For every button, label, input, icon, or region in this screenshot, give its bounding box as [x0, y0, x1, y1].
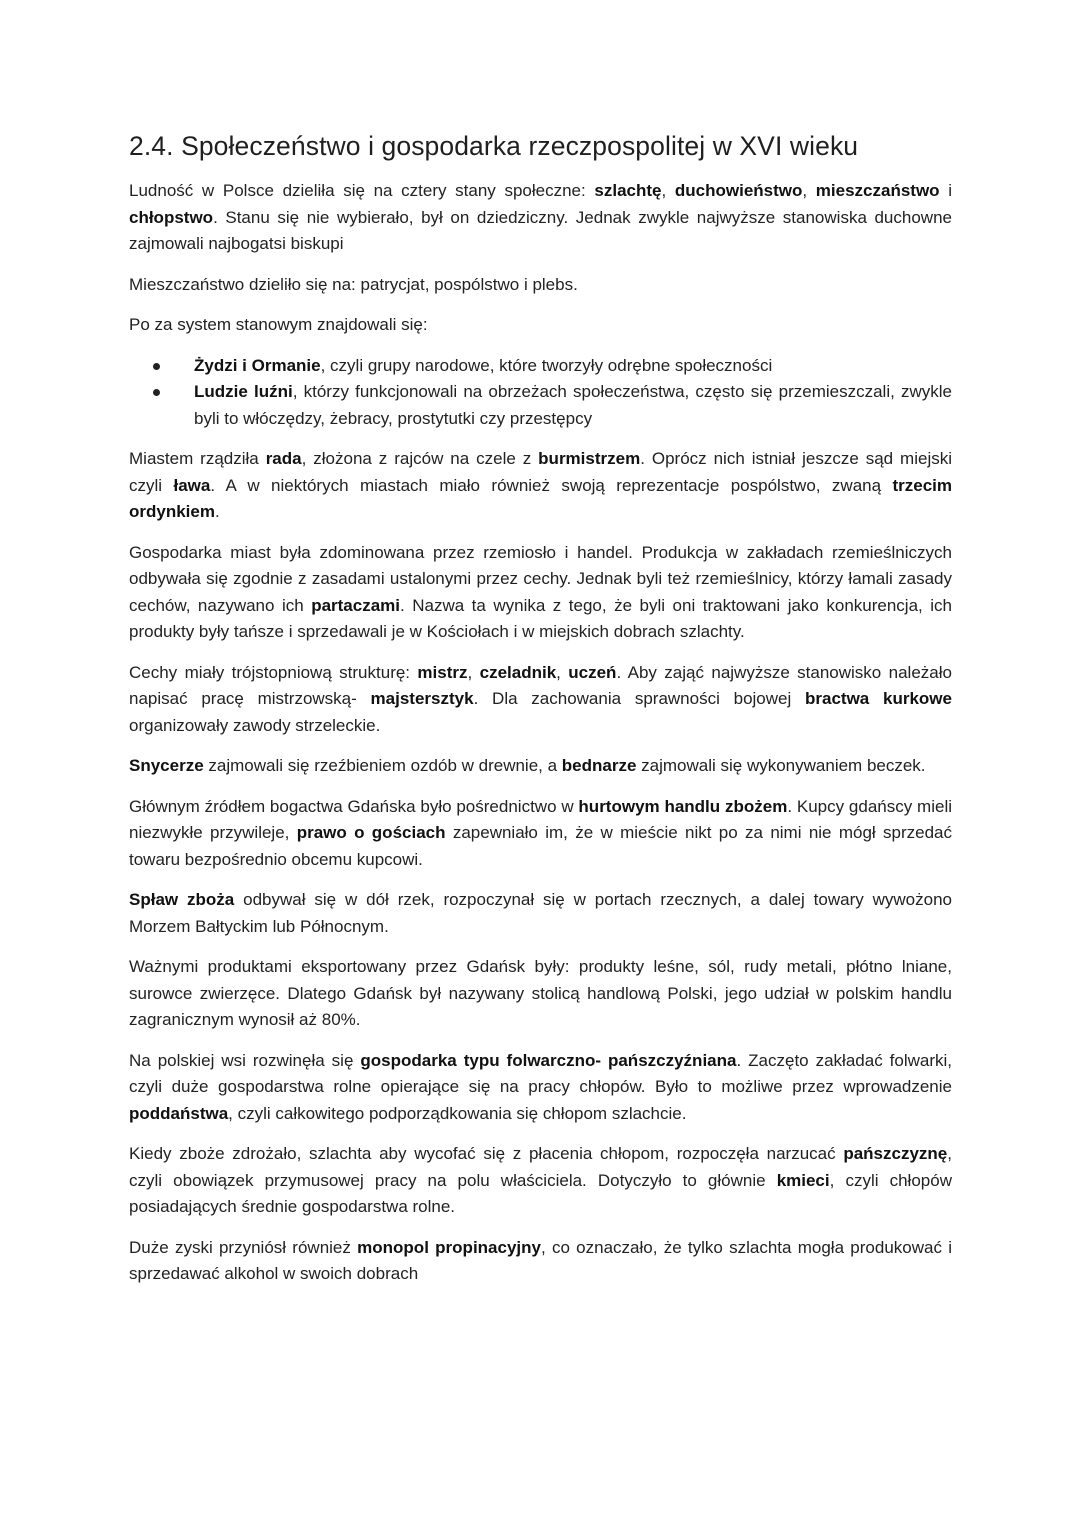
text: . Nazwa ta wynika z tego, że byli oni traktowani jako konkurencja, ich produkty były tańsze i sprzedawali je w Kościołach i w miejskich dobrach szlachty. [129, 595, 952, 641]
text: . Dla zachowania sprawności bojowej [473, 689, 806, 708]
bold-term: majstersztyk [370, 689, 474, 708]
text: odbywał się w dół rzek, rozpoczynał się w portach rzecznych, a dalej towary wywożono Morzem Bałtyckim lub Północnym. [129, 890, 952, 936]
bold-term: trzecim ordynkiem [129, 475, 953, 521]
section-title: 2.4. Społeczeństwo i gospodarka rzeczpospolitej w XVI wieku [129, 131, 859, 161]
text: , którzy funkcjonowali na obrzeżach społeczeństwa, często się przemieszczali, zwykle byli to włóczędzy, żebracy, prostytutki czy przestępcy [194, 382, 952, 428]
text: . A w niektórych miastach miało również swoją reprezentacje pospólstwo, zwaną [210, 475, 893, 495]
text: Głównym źródłem bogactwa Gdańska było pośrednictwo w [129, 796, 579, 816]
text: zajmowali się wykonywaniem beczek. [636, 756, 926, 775]
text: zajmowali się rzeźbieniem ozdób w drewnie, a [203, 756, 562, 775]
paragraph-city-economy [129, 540, 952, 646]
bold-term: czeladnik [479, 662, 557, 682]
paragraph-grain-floating [129, 887, 952, 940]
bold-term: bractwa kurkowe [805, 689, 952, 708]
paragraph-exports: Ważnymi produktami eksportowany przez Gdańsk były: produkty leśne, sól, rudy metali, płótno lniane, surowce zwierzęce. Dlatego Gdańsk był nazywany stolicą handlową Polski, jego udział w polskim handlu zagranicznym wynosił aż 80%. [129, 957, 952, 1029]
bold-term: burmistrzem [538, 449, 641, 468]
text: , czyli obowiązek przymusowej pracy na polu właściciela. Dotyczyło to głównie [129, 1144, 952, 1190]
text: Miastem rządziła [129, 449, 266, 468]
text: . [214, 502, 220, 521]
text: , [467, 662, 480, 682]
text: Ludność w Polsce dzieliła się na cztery stany społeczne: [129, 181, 595, 200]
document-page [129, 128, 952, 1302]
text: . Aby zająć najwyższe stanowisko należało napisać pracę mistrzowską- [129, 662, 952, 708]
bold-term: Żydzi i Ormanie [194, 355, 321, 375]
text: Duże zyski przyniósł również [129, 1237, 358, 1257]
paragraph-city-rule [129, 446, 952, 526]
bold-term: bednarze [561, 756, 637, 775]
text: , [802, 181, 816, 200]
text: . Oprócz nich istniał jeszcze sąd miejski czyli [129, 449, 952, 495]
text: Cechy miały trójstopniową strukturę: [129, 662, 418, 682]
text: . Kupcy gdańscy mieli niezwykłe przywileje, [129, 796, 952, 842]
text: Na polskiej wsi rozwinęła się [129, 1050, 361, 1070]
text: . Zaczęto zakładać folwarki, czyli duże gospodarstwa rolne opierające się na pracy chłopów. Było to możliwe przez wprowadzenie [129, 1050, 953, 1096]
text: organizowały zawody strzeleckie. [129, 715, 381, 735]
bold-term: uczeń [568, 662, 617, 682]
list-item [194, 353, 952, 380]
paragraph-outside-estates: Po za system stanowym znajdowali się: [129, 315, 428, 334]
text: , czyli grupy narodowe, które tworzyły odrębne społeczności [320, 355, 773, 375]
paragraph-burghers: Mieszczaństwo dzieliło się na: patrycjat, pospólstwo i plebs. [129, 274, 578, 294]
bold-term: Spław zboża [129, 890, 235, 909]
paragraph-manor-economy [129, 1048, 952, 1128]
text: . Stanu się nie wybierało, był on dziedziczny. Jednak zwykle najwyższe stanowiska duchowne zajmowali najbogatsi biskupi [129, 207, 952, 253]
paragraph-serfdom [129, 1141, 952, 1221]
text: , co oznaczało, że tylko szlachta mogła produkować i sprzedawać alkohol w swoich dobrach [129, 1237, 952, 1283]
bullet-list [129, 353, 952, 433]
bold-term: szlachtę [594, 181, 662, 200]
text: Gospodarka miast była zdominowana przez rzemiosło i handel. Produkcja w zakładach rzemieślniczych odbywała się zgodnie z zasadami ustalonymi przez cechy. Jednak byli też rzemieślnicy, którzy łamali zasady cechów, nazywano ich [129, 542, 952, 615]
text: Kiedy zboże zdrożało, szlachta aby wycofać się z płacenia chłopom, rozpoczęła narzucać [129, 1144, 844, 1163]
text: , czyli chłopów posiadających średnie gospodarstwa rolne. [129, 1170, 952, 1216]
paragraph-propination [129, 1235, 952, 1288]
bullet-icon [153, 389, 160, 396]
bold-term: prawo o gościach [296, 823, 446, 842]
bold-term: poddaństwa [129, 1103, 229, 1123]
bold-term: rada [265, 449, 302, 468]
text: , [556, 662, 569, 682]
bold-term: ława [173, 475, 211, 495]
text: , [661, 181, 675, 200]
list-item [194, 379, 952, 432]
bold-term: kmieci [776, 1170, 830, 1190]
bold-term: chłopstwo [129, 207, 214, 227]
bold-term: mieszczaństwo [815, 181, 940, 200]
bold-term: partaczami [311, 595, 401, 615]
bold-term: mistrz [417, 662, 468, 682]
paragraph-guilds [129, 660, 952, 740]
bold-term: Ludzie luźni [194, 382, 293, 401]
paragraph-gdansk-wealth [129, 794, 952, 874]
text: , złożona z rajców na czele z [301, 449, 539, 468]
bold-term: gospodarka typu folwarczno- pańszczyźniana [360, 1050, 737, 1070]
text: , czyli całkowitego podporządkowania się chłopom szlachcie. [228, 1103, 687, 1123]
text: i [939, 181, 952, 200]
bullet-icon [153, 363, 160, 370]
paragraph-estates [129, 178, 952, 258]
bold-term: duchowieństwo [674, 181, 803, 200]
bold-term: hurtowym handlu zbożem [578, 796, 788, 816]
text: zapewniało im, że w mieście nikt po za nimi nie mógł sprzedać towaru bezpośrednio obcemu kupcowi. [129, 823, 952, 869]
bold-term: Snycerze [129, 756, 204, 775]
bold-term: monopol propinacyjny [357, 1237, 541, 1257]
bold-term: pańszczyznę [843, 1144, 948, 1163]
paragraph-crafts [129, 753, 952, 780]
